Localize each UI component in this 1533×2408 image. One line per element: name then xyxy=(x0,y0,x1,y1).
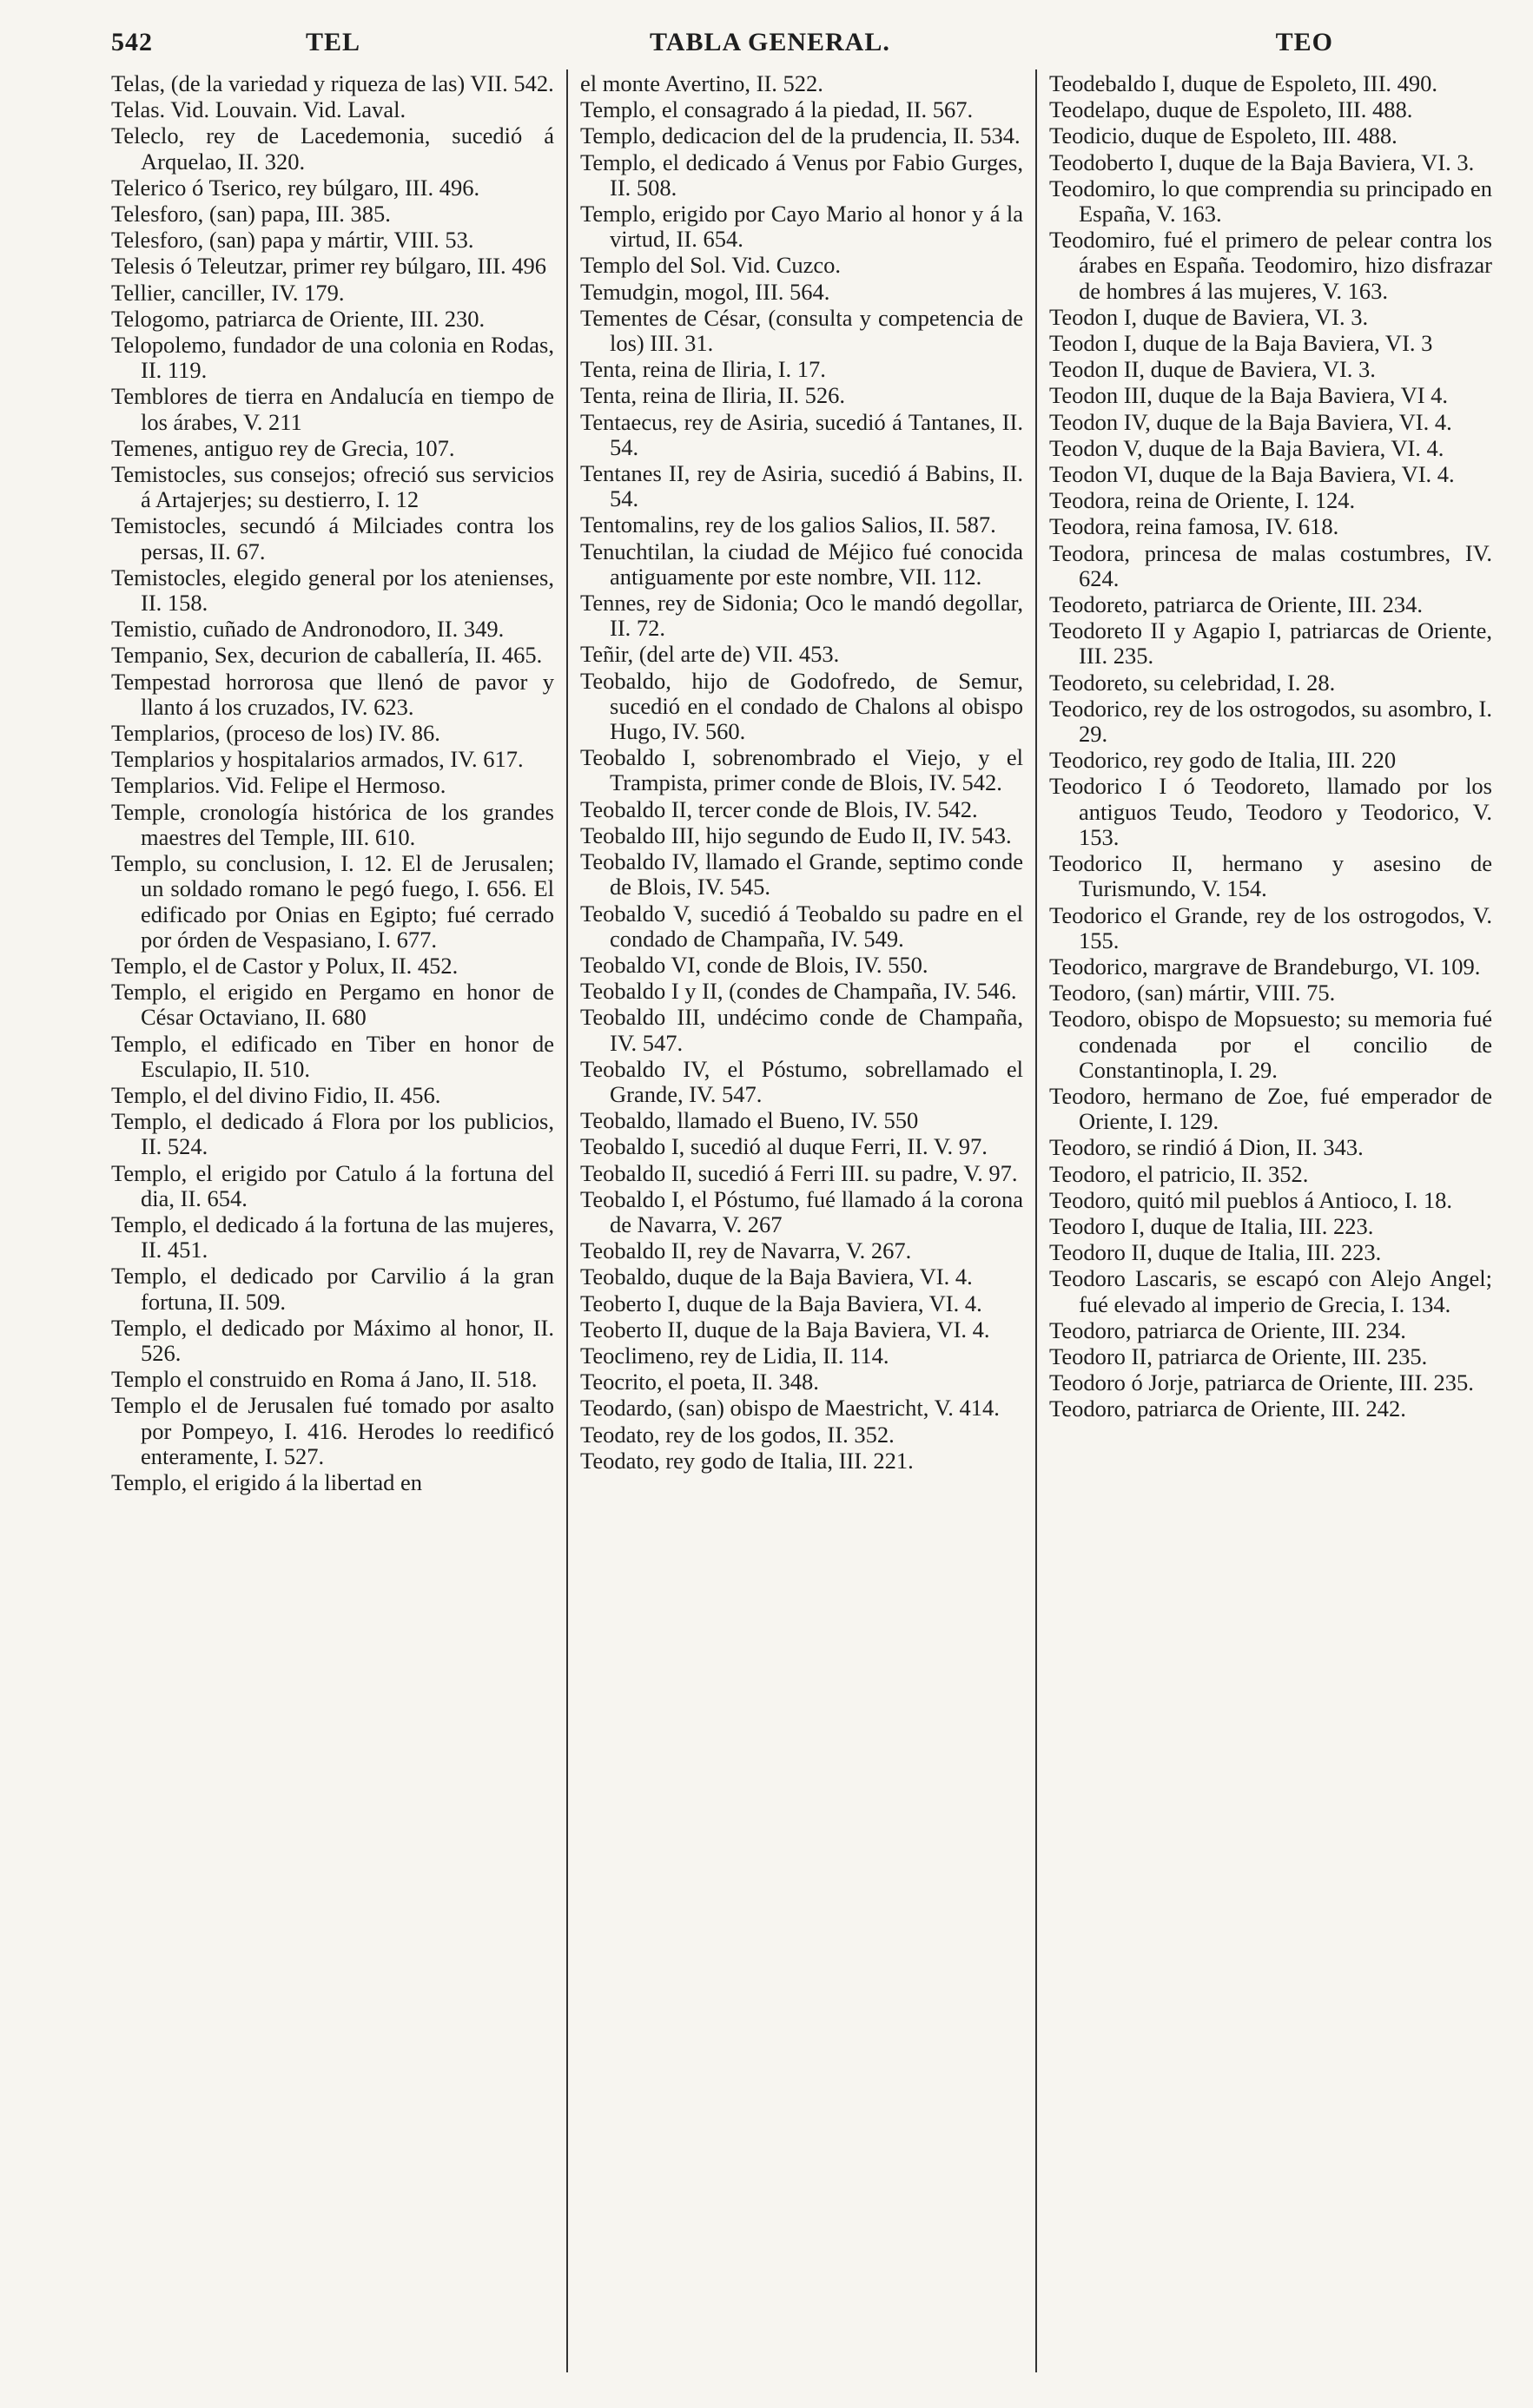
index-entry: Teodoro II, patriarca de Oriente, III. 235. xyxy=(1049,1343,1428,1369)
index-entry: Tenta, reina de Iliria, II. 526. xyxy=(580,382,845,409)
index-entry: Templo, el edificado en Tiber en honor de Esculapio, II. 510. xyxy=(111,1030,554,1082)
index-entry: Teobaldo I, sobrenombrado el Viejo, y el Trampista, primer conde de Blois, IV. 542. xyxy=(580,744,1023,796)
index-entry: Teobaldo I, el Póstumo, fué llamado á la corona de Navarra, V. 267 xyxy=(580,1185,1023,1237)
index-entry: Teobaldo II, sucedió á Ferri III. su padre, V. 97. xyxy=(580,1159,1018,1186)
index-entry: Teobaldo, llamado el Bueno, IV. 550 xyxy=(580,1107,919,1134)
index-entry: Teobaldo II, tercer conde de Blois, IV. 542. xyxy=(580,795,978,822)
index-entry: Teobaldo IV, llamado el Grande, septimo conde de Blois, IV. 545. xyxy=(580,848,1023,901)
index-entry: Teodomiro, lo que comprendia su principado en España, V. 163. xyxy=(1049,175,1492,228)
left-guide-word: TEL xyxy=(306,28,361,56)
index-entry: Templo, el dedicado á la fortuna de las mujeres, II. 451. xyxy=(111,1211,554,1263)
index-entry: Teodoro ó Jorje, patriarca de Oriente, III. 235. xyxy=(1049,1369,1474,1396)
index-entry: Teodato, rey de los godos, II. 352. xyxy=(580,1421,895,1448)
index-entry: Tennes, rey de Sidonia; Oco le mandó degollar, II. 72. xyxy=(580,590,1023,642)
index-entry: Templo, el consagrado á la piedad, II. 567. xyxy=(580,96,974,123)
index-entry: Teodoro, quitó mil pueblos á Antioco, I. 18. xyxy=(1049,1186,1453,1213)
index-entry: Teodebaldo I, duque de Espoleto, III. 490. xyxy=(1049,70,1438,96)
index-entry: Templo, el erigido á la libertad en xyxy=(111,1468,422,1495)
index-entry: Telesforo, (san) papa, III. 385. xyxy=(111,201,391,228)
index-entry: Telesforo, (san) papa y mártir, VIII. 53. xyxy=(111,227,474,254)
index-entry: Teodon IV, duque de la Baja Baviera, VI. 4. xyxy=(1049,408,1452,435)
index-entry: Templo, el dedicado por Máximo al honor, II. 526. xyxy=(111,1314,554,1366)
index-entry: Teodoro, el patricio, II. 352. xyxy=(1049,1160,1309,1187)
index-entry: Telas, (de la variedad y riqueza de las) VII. 542. xyxy=(111,70,554,96)
index-entry: Templarios, (proceso de los) IV. 86. xyxy=(111,720,440,747)
index-entry: Teodon I, duque de la Baja Baviera, VI. 3 xyxy=(1049,330,1433,357)
index-entry: Teodoberto I, duque de la Baja Baviera, VI. 3. xyxy=(1049,148,1475,175)
index-entry: Temenes, antiguo rey de Grecia, 107. xyxy=(111,434,455,461)
index-entry: el monte Avertino, II. 522. xyxy=(580,70,823,96)
index-entry: Teodorico, rey godo de Italia, III. 220 xyxy=(1049,747,1397,774)
index-entry: Teodomiro, fué el primero de pelear contra los árabes en España. Teodomiro, hizo disfrazar de hombres á las mujeres, V. 163. xyxy=(1049,227,1492,304)
index-entry: Teobaldo I y II, (condes de Champaña, IV. 546. xyxy=(580,978,1017,1005)
index-entry: Teodon II, duque de Baviera, VI. 3. xyxy=(1049,356,1376,383)
index-entry: Telas. Vid. Louvain. Vid. Laval. xyxy=(111,96,406,123)
index-entry: Teobaldo I, sucedió al duque Ferri, II. V. 97. xyxy=(580,1133,988,1160)
index-entry: Temistocles, secundó á Milciades contra los persas, II. 67. xyxy=(111,512,554,564)
index-entry: Teobaldo II, rey de Navarra, V. 267. xyxy=(580,1237,912,1264)
index-entry: Teodoro, hermano de Zoe, fué emperador de Oriente, I. 129. xyxy=(1049,1082,1492,1135)
index-column-3 xyxy=(1049,71,1492,1423)
index-entry: Tentaecus, rey de Asiria, sucedió á Tantanes, II. 54. xyxy=(580,408,1023,460)
index-entry: Tentomalins, rey de los galios Salios, II. 587. xyxy=(580,511,996,538)
index-entry: Teodon V, duque de la Baja Baviera, VI. 4. xyxy=(1049,434,1444,461)
index-entry: Templo, erigido por Cayo Mario al honor y á la virtud, II. 654. xyxy=(580,201,1023,253)
index-entry: Teodorico, rey de los ostrogodos, su asombro, I. 29. xyxy=(1049,695,1492,748)
index-entry: Teocrito, el poeta, II. 348. xyxy=(580,1369,819,1395)
index-entry: Templo el construido en Roma á Jano, II. 518. xyxy=(111,1366,538,1393)
index-entry: Teodoro I, duque de Italia, III. 223. xyxy=(1049,1212,1374,1239)
index-entry: Teodora, reina famosa, IV. 618. xyxy=(1049,513,1339,540)
index-entry: Templo, el de Castor y Polux, II. 452. xyxy=(111,952,459,979)
index-entry: Teoberto I, duque de la Baja Baviera, VI. 4. xyxy=(580,1290,982,1316)
index-entry: Teodora, reina de Oriente, I. 124. xyxy=(1049,487,1356,514)
index-entry: Teobaldo, duque de la Baja Baviera, VI. 4. xyxy=(580,1263,973,1290)
index-entry: Teodoro Lascaris, se escapó con Alejo Angel; fué elevado al imperio de Grecia, I. 134. xyxy=(1049,1265,1492,1317)
index-entry: Teoclimeno, rey de Lidia, II. 114. xyxy=(580,1342,889,1369)
index-entry: Templo, el dedicado por Carvilio á la gran fortuna, II. 509. xyxy=(111,1263,554,1315)
index-entry: Templarios y hospitalarios armados, IV. 617. xyxy=(111,746,524,773)
page-title: TABLA GENERAL. xyxy=(650,28,890,56)
index-entry: Tempanio, Sex, decurion de caballería, II. 465. xyxy=(111,642,543,669)
index-entry: Teobaldo III, undécimo conde de Champaña, IV. 547. xyxy=(580,1004,1023,1056)
index-entry: Tementes de César, (consulta y competencia de los) III. 31. xyxy=(580,304,1023,357)
index-entry: Telogomo, patriarca de Oriente, III. 230. xyxy=(111,305,486,332)
column-divider-right xyxy=(1035,69,1037,2372)
index-entry: Telesis ó Teleutzar, primer rey búlgaro, III. 496 xyxy=(111,253,547,280)
index-entry: Teleclo, rey de Lacedemonia, sucedió á Arquelao, II. 320. xyxy=(111,122,554,175)
index-entry: Templo del Sol. Vid. Cuzco. xyxy=(580,252,842,279)
index-entry: Tempestad horrorosa que llenó de pavor y llanto á los cruzados, IV. 623. xyxy=(111,668,554,720)
index-entry: Templo, el dedicado á Flora por los publicios, II. 524. xyxy=(111,1108,554,1160)
running-head xyxy=(111,28,1437,63)
index-entry: Temistocles, sus consejos; ofreció sus servicios á Artajerjes; su destierro, I. 12 xyxy=(111,461,554,513)
column-divider-left xyxy=(566,69,568,2372)
index-entry: Tentanes II, rey de Asiria, sucedió á Babins, II. 54. xyxy=(580,460,1023,512)
index-entry: Teodon III, duque de la Baja Baviera, VI 4. xyxy=(1049,382,1449,409)
index-entry: Teobaldo, hijo de Godofredo, de Semur, sucedió en el condado de Chalons al obispo Hugo, IV. 560. xyxy=(580,667,1023,745)
index-entry: Temistio, cuñado de Andronodoro, II. 349. xyxy=(111,616,505,643)
index-entry: Tenuchtilan, la ciudad de Méjico fué conocida antiguamente por este nombre, VII. 112. xyxy=(580,538,1023,590)
index-entry: Teodora, princesa de malas costumbres, IV. 624. xyxy=(1049,539,1492,591)
index-entry: Templo el de Jerusalen fué tomado por asalto por Pompeyo, I. 416. Herodes lo reedificó enteramente, I. 527. xyxy=(111,1392,554,1469)
index-entry: Templo, el erigido por Catulo á la fortuna del dia, II. 654. xyxy=(111,1159,554,1211)
index-entry: Teodoro, patriarca de Oriente, III. 234. xyxy=(1049,1316,1406,1343)
index-entry: Tenta, reina de Iliria, I. 17. xyxy=(580,356,826,383)
index-entry: Teodicio, duque de Espoleto, III. 488. xyxy=(1049,122,1398,149)
index-entry: Templarios. Vid. Felipe el Hermoso. xyxy=(111,772,446,799)
index-entry: Temudgin, mogol, III. 564. xyxy=(580,278,830,305)
index-entry: Templo, dedicacion del de la prudencia, II. 534. xyxy=(580,122,1021,149)
index-entry: Teodardo, (san) obispo de Maestricht, V. 414. xyxy=(580,1395,1000,1422)
index-entry: Temistocles, elegido general por los atenienses, II. 158. xyxy=(111,564,554,617)
index-entry: Teodorico I ó Teodoreto, llamado por los antiguos Teudo, Teodoro y Teodorico, V. 153. xyxy=(1049,773,1492,850)
index-entry: Teodorico el Grande, rey de los ostrogodos, V. 155. xyxy=(1049,901,1492,953)
index-entry: Teodato, rey godo de Italia, III. 221. xyxy=(580,1447,914,1474)
index-entry: Teodon VI, duque de la Baja Baviera, VI. 4. xyxy=(1049,461,1455,488)
index-column-1 xyxy=(111,71,554,1496)
index-entry: Teoberto II, duque de la Baja Baviera, VI. 4. xyxy=(580,1316,990,1343)
index-entry: Teodorico II, hermano y asesino de Turismundo, V. 154. xyxy=(1049,850,1492,902)
index-entry: Teobaldo III, hijo segundo de Eudo II, IV. 543. xyxy=(580,821,1012,848)
index-entry: Teodoreto II y Agapio I, patriarcas de Oriente, III. 235. xyxy=(1049,617,1492,670)
index-entry: Telopolemo, fundador de una colonia en Rodas, II. 119. xyxy=(111,332,554,384)
index-entry: Teodoro, patriarca de Oriente, III. 242. xyxy=(1049,1395,1406,1422)
index-entry: Templo, el dedicado á Venus por Fabio Gurges, II. 508. xyxy=(580,148,1023,201)
index-entry: Teodelapo, duque de Espoleto, III. 488. xyxy=(1049,96,1413,123)
page-number: 542 xyxy=(111,28,153,56)
index-entry: Teobaldo V, sucedió á Teobaldo su padre en el condado de Champaña, IV. 549. xyxy=(580,900,1023,952)
index-entry: Telerico ó Tserico, rey búlgaro, III. 496. xyxy=(111,174,480,201)
index-entry: Templo, el del divino Fidio, II. 456. xyxy=(111,1081,441,1108)
index-entry: Teodoreto, patriarca de Oriente, III. 234. xyxy=(1049,591,1424,618)
index-entry: Teodoro, se rindió á Dion, II. 343. xyxy=(1049,1134,1364,1161)
index-entry: Teodoro, (san) mártir, VIII. 75. xyxy=(1049,980,1336,1006)
index-entry: Tellier, canciller, IV. 179. xyxy=(111,279,345,306)
index-entry: Teodoro, obispo de Mopsuesto; su memoria fué condenada por el concilio de Constantinopla, I. 29. xyxy=(1049,1006,1492,1083)
index-entry: Teodon I, duque de Baviera, VI. 3. xyxy=(1049,303,1369,330)
index-entry: Teodoro II, duque de Italia, III. 223. xyxy=(1049,1239,1382,1266)
index-entry: Temple, cronología histórica de los grandes maestres del Temple, III. 610. xyxy=(111,798,554,850)
index-entry: Teobaldo IV, el Póstumo, sobrellamado el Grande, IV. 547. xyxy=(580,1055,1023,1107)
index-entry: Templo, su conclusion, I. 12. El de Jerusalen; un soldado romano le pegó fuego, I. 656. El edificado por Onias en Egipto; fué cerrado por órden de Vespasiano, I. 677. xyxy=(111,850,554,953)
index-entry: Templo, el erigido en Pergamo en honor de César Octaviano, II. 680 xyxy=(111,979,554,1031)
index-entry: Teñir, (del arte de) VII. 453. xyxy=(580,641,840,668)
index-entry: Teodoreto, su celebridad, I. 28. xyxy=(1049,669,1336,696)
index-entry: Teobaldo VI, conde de Blois, IV. 550. xyxy=(580,951,928,978)
index-entry: Temblores de tierra en Andalucía en tiempo de los árabes, V. 211 xyxy=(111,383,554,435)
index-entry: Teodorico, margrave de Brandeburgo, VI. 109. xyxy=(1049,953,1481,980)
index-column-2 xyxy=(580,71,1023,1474)
right-guide-word: TEO xyxy=(1275,28,1333,56)
